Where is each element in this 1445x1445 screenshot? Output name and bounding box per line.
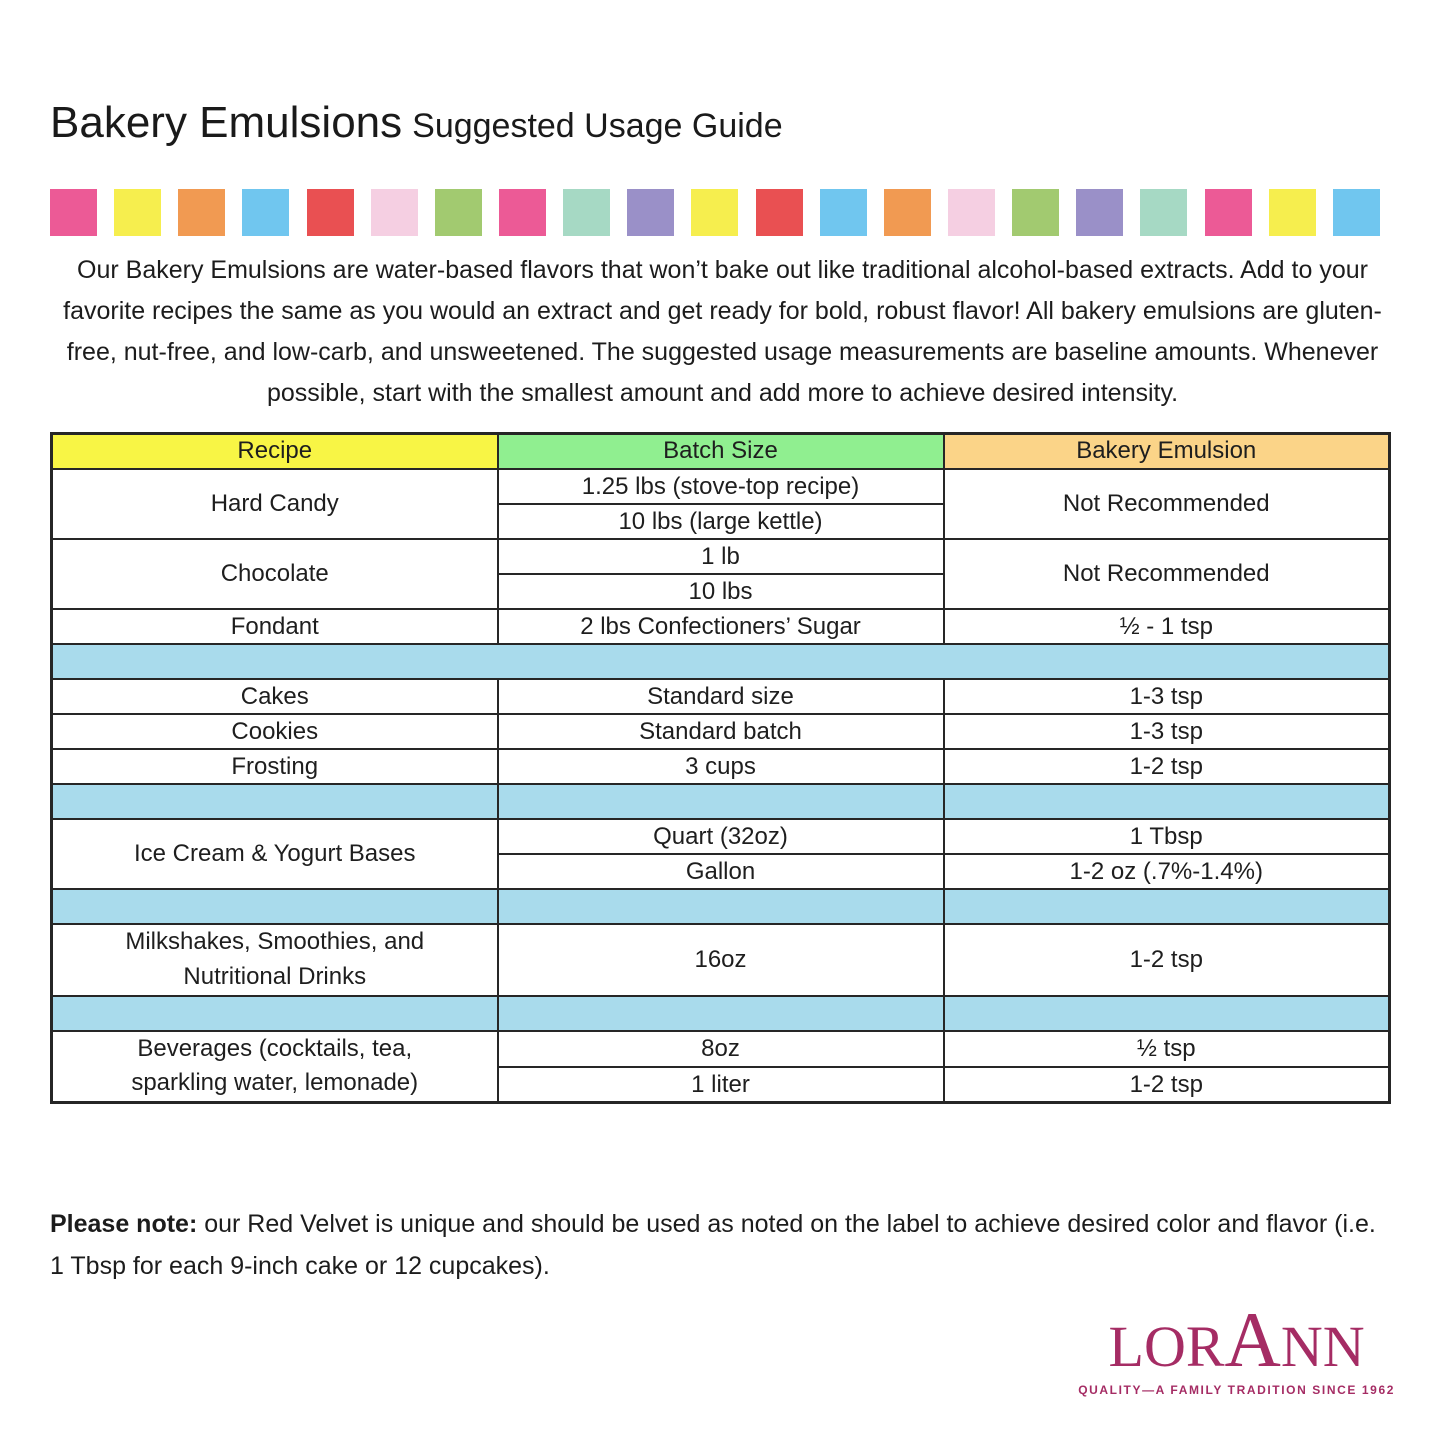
page-title: [50, 98, 1395, 149]
color-strip: [50, 189, 1380, 236]
note-label: Please note:: [50, 1210, 198, 1239]
table-header-row: [52, 433, 1390, 469]
spacer-cell: [498, 889, 944, 924]
cell-beverages-recipe: [52, 1031, 498, 1103]
cell-frosting-batch: 3 cups: [498, 749, 944, 784]
spacer-cell: [944, 996, 1390, 1031]
cell-beverages-recipe-text: Beverages (cocktails, tea, sparkling water, lemonade): [131, 1034, 419, 1097]
color-swatch: [242, 189, 289, 236]
table-row-chocolate-1: [52, 539, 1390, 574]
color-swatch: [1205, 189, 1252, 236]
color-swatch: [1333, 189, 1380, 236]
bottom-note: [50, 1204, 1395, 1287]
table-row-ice-cream-1: [52, 819, 1390, 854]
spacer-cell: [498, 996, 944, 1031]
cell-fondant-emulsion: ½ - 1 tsp: [944, 609, 1390, 644]
color-swatch: [627, 189, 674, 236]
cell-beverages-batch-2: 1 liter: [498, 1067, 944, 1103]
cell-chocolate-recipe: Chocolate: [52, 539, 498, 609]
note-text: our Red Velvet is unique and should be used as noted on the label to achieve desired color and flavor (i.e. 1 Tbsp for each 9-inch cake or 12 cupcakes).: [50, 1210, 1376, 1280]
cell-chocolate-batch-1: 1 lb: [498, 539, 944, 574]
color-swatch: [499, 189, 546, 236]
intro-paragraph: Our Bakery Emulsions are water-based flavors that won’t bake out like traditional alcohol-based extracts. Add to your favorite recipes the same as you would an extract and get ready for bold, robust flavor! All bakery emulsions are gluten-free, nut-free, and low-carb, and unsweetened. The suggested usage measurements are baseline amounts. Whenever possible, start with the smallest amount and add more to achieve desired intensity.: [63, 255, 1382, 407]
wordmark-part: L: [1108, 1313, 1144, 1379]
lorann-wordmark: [1078, 1295, 1395, 1383]
cell-milkshakes-recipe: [52, 924, 498, 996]
color-swatch: [948, 189, 995, 236]
cell-frosting-emulsion: 1-2 tsp: [944, 749, 1390, 784]
cell-fondant-batch: 2 lbs Confectioners’ Sugar: [498, 609, 944, 644]
wordmark-part: OR: [1143, 1313, 1225, 1379]
cell-cakes-emulsion: 1-3 tsp: [944, 679, 1390, 714]
cell-hard-candy-batch-2: 10 lbs (large kettle): [498, 504, 944, 539]
spacer-cell: [944, 784, 1390, 819]
cell-cakes-recipe: Cakes: [52, 679, 498, 714]
cell-hard-candy-batch-1: 1.25 lbs (stove-top recipe): [498, 469, 944, 504]
cell-hard-candy-recipe: Hard Candy: [52, 469, 498, 539]
color-swatch: [820, 189, 867, 236]
spacer-cell: [52, 996, 498, 1031]
color-swatch: [884, 189, 931, 236]
spacer-row-3: [52, 889, 1390, 924]
color-swatch: [307, 189, 354, 236]
cell-cookies-emulsion: 1-3 tsp: [944, 714, 1390, 749]
wordmark-part: NN: [1280, 1313, 1365, 1379]
spacer-cell: [52, 644, 1390, 679]
spacer-row-4: [52, 996, 1390, 1031]
color-swatch: [435, 189, 482, 236]
color-swatch: [371, 189, 418, 236]
spacer-cell: [52, 784, 498, 819]
spacer-cell: [498, 784, 944, 819]
cell-hard-candy-emulsion: Not Recommended: [944, 469, 1390, 539]
cell-chocolate-batch-2: 10 lbs: [498, 574, 944, 609]
color-swatch: [1140, 189, 1187, 236]
table-row-beverages-1: [52, 1031, 1390, 1067]
color-swatch: [756, 189, 803, 236]
spacer-row-1: [52, 644, 1390, 679]
color-swatch: [691, 189, 738, 236]
lorann-tagline: QUALITY—A FAMILY TRADITION SINCE 1962: [1078, 1382, 1395, 1397]
wordmark-part: A: [1224, 1295, 1281, 1383]
cell-cakes-batch: Standard size: [498, 679, 944, 714]
spacer-row-2: [52, 784, 1390, 819]
table-row-cakes: [52, 679, 1390, 714]
column-header-bakery-emulsion: Bakery Emulsion: [944, 433, 1390, 469]
color-swatch: [1012, 189, 1059, 236]
color-swatch: [1269, 189, 1316, 236]
cell-beverages-emulsion-1: ½ tsp: [944, 1031, 1390, 1067]
spacer-cell: [52, 889, 498, 924]
cell-fondant-recipe: Fondant: [52, 609, 498, 644]
cell-ice-cream-batch-1: Quart (32oz): [498, 819, 944, 854]
cell-chocolate-emulsion: Not Recommended: [944, 539, 1390, 609]
table-row-hard-candy-1: [52, 469, 1390, 504]
color-swatch: [50, 189, 97, 236]
cell-milkshakes-emulsion: 1-2 tsp: [944, 924, 1390, 996]
color-swatch: [114, 189, 161, 236]
table-row-fondant: [52, 609, 1390, 644]
lorann-logo-block: [1078, 1295, 1395, 1397]
table-row-cookies: [52, 714, 1390, 749]
spacer-cell: [944, 889, 1390, 924]
column-header-batch-size: Batch Size: [498, 433, 944, 469]
title-subtitle: Suggested Usage Guide: [412, 107, 783, 145]
cell-milkshakes-recipe-text: Milkshakes, Smoothies, and Nutritional Drinks: [125, 928, 425, 990]
cell-ice-cream-batch-2: Gallon: [498, 854, 944, 889]
table-row-frosting: [52, 749, 1390, 784]
cell-ice-cream-recipe: Ice Cream & Yogurt Bases: [52, 819, 498, 889]
cell-ice-cream-emulsion-1: 1 Tbsp: [944, 819, 1390, 854]
color-swatch: [563, 189, 610, 236]
cell-beverages-emulsion-2: 1-2 tsp: [944, 1067, 1390, 1103]
cell-frosting-recipe: Frosting: [52, 749, 498, 784]
cell-ice-cream-emulsion-2: 1-2 oz (.7%-1.4%): [944, 854, 1390, 889]
color-swatch: [1076, 189, 1123, 236]
cell-cookies-recipe: Cookies: [52, 714, 498, 749]
cell-beverages-batch-1: 8oz: [498, 1031, 944, 1067]
cell-cookies-batch: Standard batch: [498, 714, 944, 749]
color-swatch: [178, 189, 225, 236]
cell-milkshakes-batch: 16oz: [498, 924, 944, 996]
column-header-recipe: Recipe: [52, 433, 498, 469]
title-main: Bakery Emulsions: [50, 98, 403, 147]
table-row-milkshakes: [52, 924, 1390, 996]
lorann-logo: [50, 1295, 1395, 1399]
usage-table: [50, 432, 1391, 1105]
